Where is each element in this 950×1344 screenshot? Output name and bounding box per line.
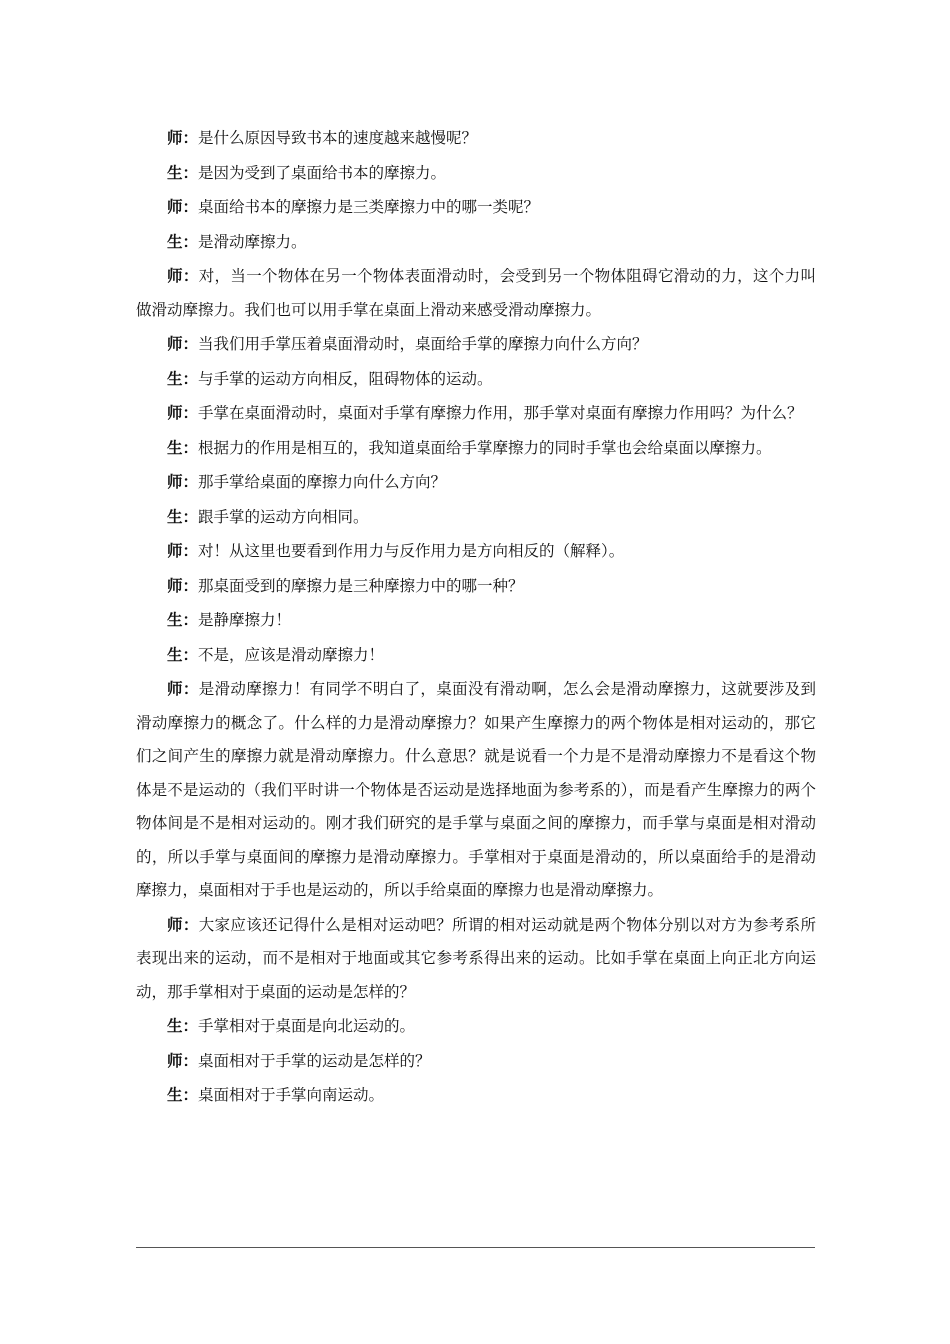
line-text: 手掌在桌面滑动时，桌面对手掌有摩擦力作用，那手掌对桌面有摩擦力作用吗？为什么？: [198, 404, 803, 422]
line-text: 是因为受到了桌面给书本的摩擦力。: [198, 163, 447, 182]
line-text: 是静摩擦力！: [198, 611, 292, 629]
dialogue-line: [136, 569, 816, 604]
line-text: 对，当一个物体在另一个物体表面滑动时，会受到另一个物体阻碍它滑动的力，这个力叫做滑动摩擦力。我们也可以用手掌在桌面上滑动来感受滑动摩擦力。: [136, 267, 816, 319]
dialogue-line: [136, 1078, 816, 1113]
dialogue-line: [136, 603, 816, 638]
speaker-label: 生：: [167, 231, 199, 251]
line-text: 桌面相对于手掌向南运动。: [198, 1086, 385, 1104]
dialogue-line: [136, 156, 816, 191]
line-text: 那手掌给桌面的摩擦力向什么方向？: [198, 473, 447, 491]
speaker-label: 师：: [167, 679, 199, 698]
speaker-label: 生：: [167, 162, 199, 182]
speaker-label: 师：: [167, 914, 199, 934]
speaker-label: 师：: [167, 128, 199, 147]
line-text: 是什么原因导致书本的速度越来越慢呢？: [198, 129, 478, 147]
speaker-label: 生：: [167, 644, 199, 664]
speaker-label: 生：: [167, 506, 199, 526]
speaker-label: 师：: [167, 197, 199, 216]
dialogue-line: [136, 362, 816, 397]
dialogue-line: [136, 638, 816, 673]
footer-divider: [136, 1247, 815, 1248]
speaker-label: 师：: [167, 575, 199, 595]
dialogue-line: [136, 1009, 816, 1044]
dialogue-line: [136, 1044, 816, 1079]
speaker-label: 师：: [167, 334, 199, 353]
line-text: 跟手掌的运动方向相同。: [198, 507, 369, 526]
dialogue-line: [136, 672, 816, 908]
dialogue-line: [136, 465, 816, 500]
dialogue-line: [136, 396, 816, 431]
dialogue-line: [136, 327, 816, 362]
line-text: 是滑动摩擦力！有同学不明白了，桌面没有滑动啊，怎么会是滑动摩擦力，这就要涉及到滑动摩擦力的概念了。什么样的力是滑动摩擦力？如果产生摩擦力的两个物体是相对运动的，那它们之间产生的摩擦力就是滑动摩擦力。什么意思？就是说看一个力是不是滑动摩擦力不是看这个物体是不是运动的（我们平时讲一个物体是否运动是选择地面为参考系的），而是看产生摩擦力的两个物体间是不是相对运动的。刚才我们研究的是手掌与桌面之间的摩擦力，而手掌与桌面是相对滑动的，所以手掌与桌面间的摩擦力是滑动摩擦力。手掌相对于桌面是滑动的，所以桌面给手的是滑动摩擦力，桌面相对于手也是运动的，所以手给桌面的摩擦力也是滑动摩擦力。: [136, 680, 816, 899]
speaker-label: 生：: [167, 1085, 199, 1104]
dialogue-line: [136, 534, 816, 569]
line-text: 手掌相对于桌面是向北运动的。: [198, 1017, 416, 1035]
line-text: 对！从这里也要看到作用力与反作用力是方向相反的（解释）。: [198, 542, 625, 560]
line-text: 是滑动摩擦力。: [198, 232, 307, 251]
speaker-label: 师：: [167, 541, 199, 560]
speaker-label: 生：: [167, 368, 199, 388]
dialogue-line: [136, 431, 816, 466]
line-text: 不是，应该是滑动摩擦力！: [198, 645, 385, 664]
dialogue-line: [136, 259, 816, 327]
line-text: 那桌面受到的摩擦力是三种摩擦力中的哪一种？: [198, 576, 524, 595]
dialogue-line: [136, 190, 816, 225]
speaker-label: 师：: [167, 403, 199, 422]
dialogue-line: [136, 225, 816, 260]
line-text: 根据力的作用是相互的，我知道桌面给手掌摩擦力的同时手掌也会给桌面以摩擦力。: [198, 438, 772, 457]
speaker-label: 生：: [167, 1016, 199, 1035]
line-text: 桌面相对于手掌的运动是怎样的？: [198, 1051, 431, 1070]
line-text: 桌面给书本的摩擦力是三类摩擦力中的哪一类呢？: [198, 198, 540, 216]
document-body: [136, 121, 816, 1113]
dialogue-line: [136, 121, 816, 156]
line-text: 与手掌的运动方向相反，阻碍物体的运动。: [198, 369, 493, 388]
line-text: 大家应该还记得什么是相对运动吧？所谓的相对运动就是两个物体分别以对方为参考系所表现出来的运动，而不是相对于地面或其它参考系得出来的运动。比如手掌在桌面上向正北方向运动，那手掌相对于桌面的运动是怎样的？: [136, 915, 816, 1001]
speaker-label: 师：: [167, 472, 199, 491]
dialogue-line: [136, 500, 816, 535]
speaker-label: 生：: [167, 610, 199, 629]
speaker-label: 师：: [167, 266, 199, 285]
dialogue-line: [136, 908, 816, 1010]
line-text: 当我们用手掌压着桌面滑动时，桌面给手掌的摩擦力向什么方向？: [198, 335, 648, 353]
speaker-label: 师：: [167, 1050, 199, 1070]
speaker-label: 生：: [167, 437, 199, 457]
